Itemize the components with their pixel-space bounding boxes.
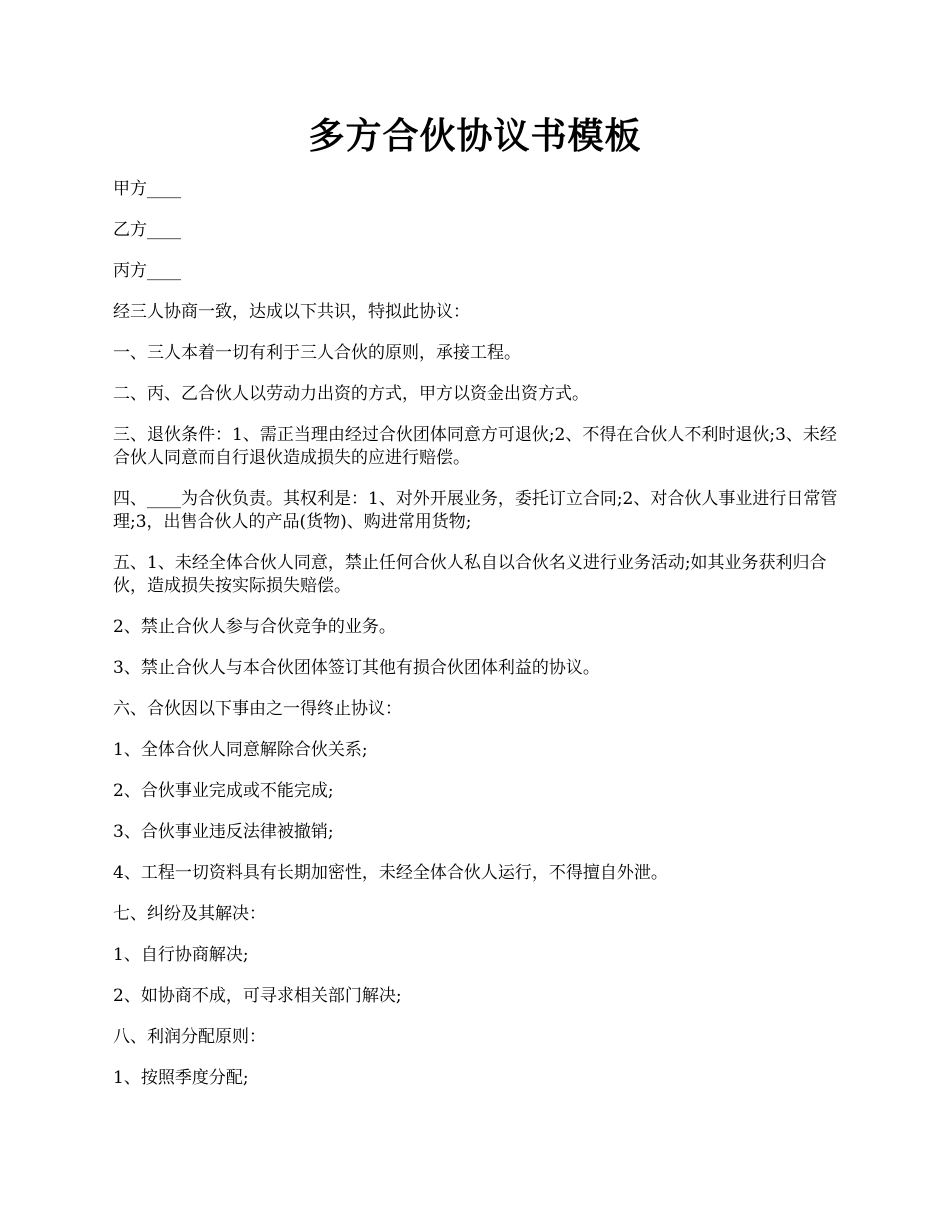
clause-1: 一、三人本着一切有利于三人合伙的原则，承接工程。 [113, 343, 521, 363]
clause-7-item-1: 1、自行协商解决; [113, 945, 249, 965]
clause-4: 四、____为合伙负责。其权利是：1、对外开展业务，委托订立合同;2、对合伙人事业进行日常管理;3，出售合伙人的产品(货物)、购进常用货物; [113, 489, 838, 532]
document-body [113, 178, 838, 1108]
party-c-line: 丙方____ [113, 261, 181, 281]
party-a-line: 甲方____ [113, 179, 181, 199]
clause-7-item-2: 2、如协商不成，可寻求相关部门解决; [113, 986, 402, 1006]
clause-6-item-1: 1、全体合伙人同意解除合伙关系; [113, 740, 368, 760]
document-title: 多方合伙协议书模板 [308, 115, 642, 157]
clause-8-item-1: 1、按照季度分配; [113, 1068, 249, 1088]
preamble: 经三人协商一致，达成以下共识，特拟此协议： [113, 302, 470, 322]
clause-5-item-1: 五、1、未经全体合伙人同意，禁止任何合伙人私自以合伙名义进行业务活动;如其业务获利归合伙，造成损失按实际损失赔偿。 [113, 553, 827, 596]
party-b-line: 乙方____ [113, 220, 181, 240]
clause-7-heading: 七、纠纷及其解决： [113, 904, 266, 924]
clause-6-item-4: 4、工程一切资料具有长期加密性，未经全体合伙人运行，不得擅自外泄。 [113, 863, 668, 883]
clause-5-item-3: 3、禁止合伙人与本合伙团体签订其他有损合伙团体利益的协议。 [113, 658, 600, 678]
clause-6-heading: 六、合伙因以下事由之一得终止协议： [113, 699, 402, 719]
clause-3: 三、退伙条件：1、需正当理由经过合伙团体同意方可退伙;2、不得在合伙人不利时退伙;3、未经合伙人同意而自行退伙造成损失的应进行赔偿。 [113, 425, 837, 468]
clause-6-item-2: 2、合伙事业完成或不能完成; [113, 781, 334, 801]
clause-6-item-3: 3、合伙事业违反法律被撤销; [113, 822, 334, 842]
clause-8-heading: 八、利润分配原则： [113, 1027, 266, 1047]
clause-2: 二、丙、乙合伙人以劳动力出资的方式，甲方以资金出资方式。 [113, 384, 589, 404]
clause-5-item-2: 2、禁止合伙人参与合伙竞争的业务。 [113, 617, 396, 637]
